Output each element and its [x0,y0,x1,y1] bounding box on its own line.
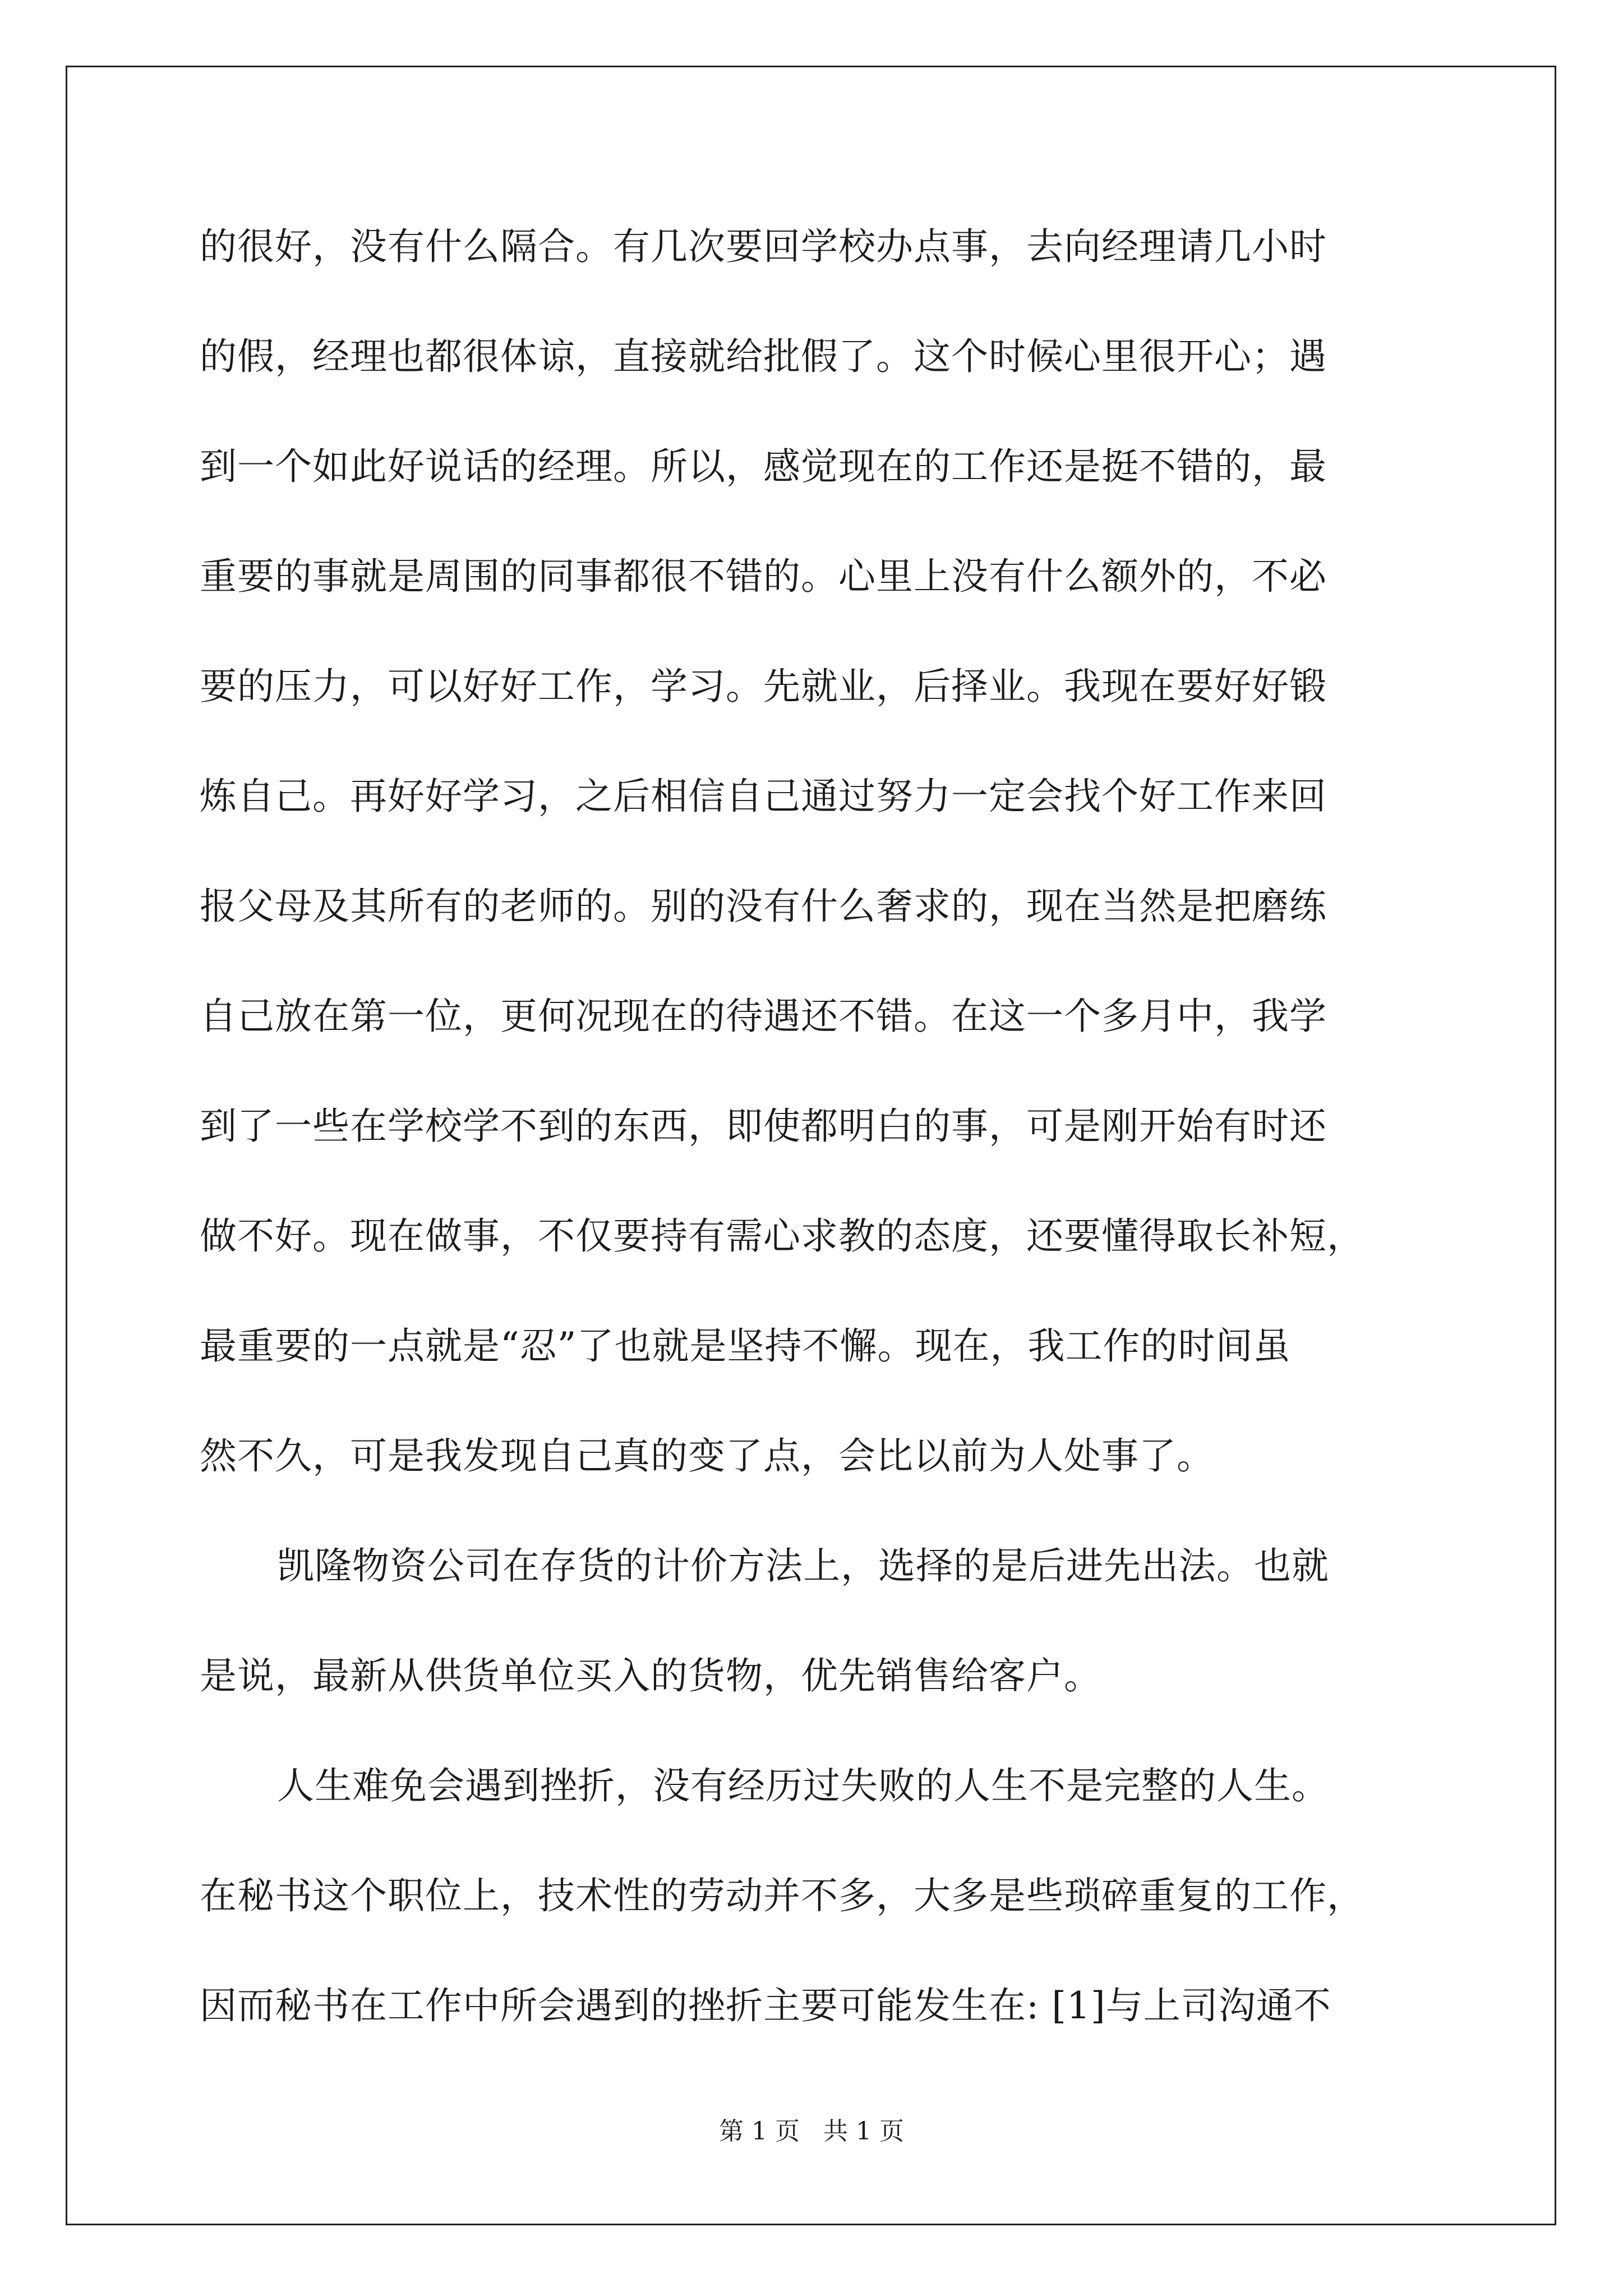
body-line-13: 凯隆物资公司在存货的计价方法上，选择的是后进先出法。也就 [277,1544,1329,1588]
body-line-4: 重要的事就是周围的同事都很不错的。心里上没有什么额外的，不必 [200,555,1327,598]
body-line-9: 到了一些在学校学不到的东西，即使都明白的事，可是刚开始有时还 [200,1105,1327,1148]
body-line-12: 然不久，可是我发现自己真的变了点，会比以前为人处事了。 [200,1434,1214,1478]
body-line-17: 因而秘书在工作中所会遇到的挫折主要可能发生在: [1]与上司沟通不 [200,1984,1331,2027]
body-line-6: 炼自己。再好好学习，之后相信自己通过努力一定会找个好工作来回 [200,775,1327,818]
body-line-3: 到一个如此好说话的经理。所以，感觉现在的工作还是挺不错的，最 [200,445,1327,488]
body-line-2: 的假，经理也都很体谅，直接就给批假了。这个时候心里很开心；遇 [200,335,1327,378]
page-number-footer: 第 1 页 共 1 页 [719,2117,904,2146]
body-line-10: 做不好。现在做事，不仅要持有需心求教的态度，还要懂得取长补短， [200,1214,1364,1258]
body-line-16: 在秘书这个职位上，技术性的劳动并不多，大多是些琐碎重复的工作， [200,1874,1364,1917]
body-line-1: 的很好，没有什么隔合。有几次要回学校办点事，去向经理请几小时 [200,225,1327,268]
body-line-11: 最重要的一点就是“忍”了也就是坚持不懈。现在，我工作的时间虽 [200,1324,1291,1368]
body-line-15: 人生难免会遇到挫折，没有经历过失败的人生不是完整的人生。 [277,1764,1329,1807]
body-line-8: 自己放在第一位，更何况现在的待遇还不错。在这一个多月中，我学 [200,995,1327,1038]
body-line-5: 要的压力，可以好好工作，学习。先就业，后择业。我现在要好好锻 [200,665,1327,708]
body-line-14: 是说，最新从供货单位买入的货物，优先销售给客户。 [200,1654,1101,1697]
body-line-7: 报父母及其所有的老师的。别的没有什么奢求的，现在当然是把磨练 [200,885,1327,928]
